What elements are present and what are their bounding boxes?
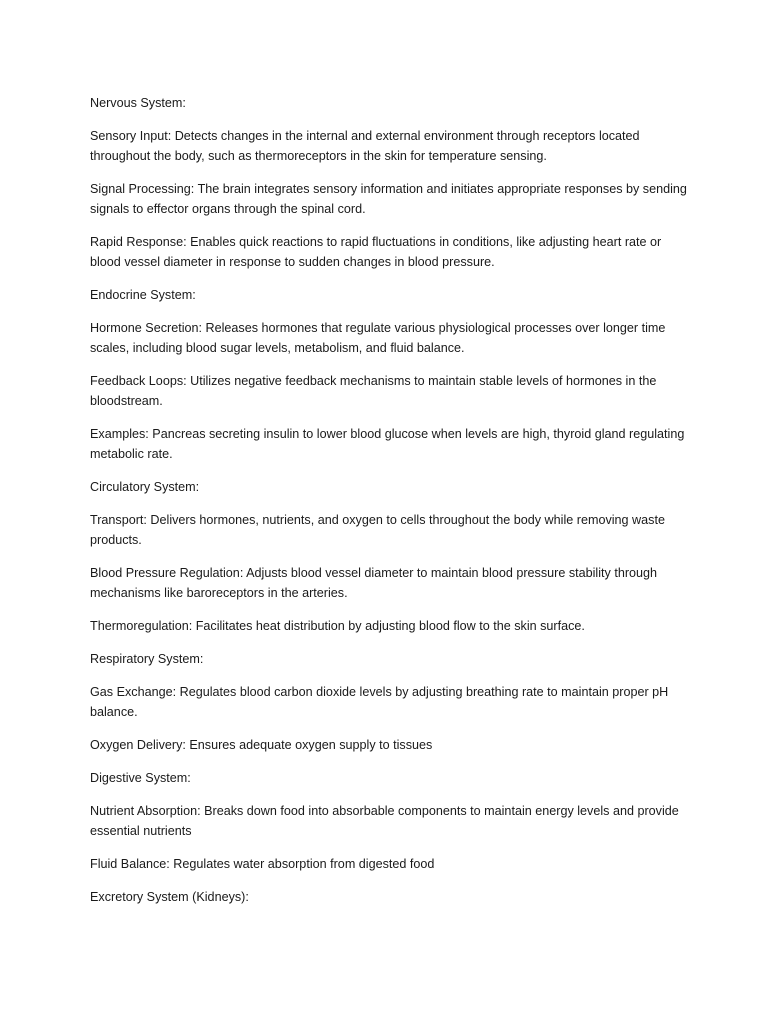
section-heading-respiratory-system: Respiratory System: [90,652,204,666]
paragraph-sensory-input: Sensory Input: Detects changes in the internal and external environment through receptors located throughout the body, such as thermoreceptors in the skin for temperature sensing. [90,129,640,163]
section-heading-endocrine-system: Endocrine System: [90,288,196,302]
paragraph-fluid-balance: Fluid Balance: Regulates water absorption from digested food [90,857,435,871]
section-heading-nervous-system: Nervous System: [90,96,186,110]
document-page [90,93,690,920]
section-heading-digestive-system: Digestive System: [90,771,191,785]
paragraph-gas-exchange: Gas Exchange: Regulates blood carbon dioxide levels by adjusting breathing rate to maintain proper pH balance. [90,685,669,719]
paragraph-transport: Transport: Delivers hormones, nutrients, and oxygen to cells throughout the body while removing waste products. [90,513,665,547]
paragraph-thermoregulation: Thermoregulation: Facilitates heat distribution by adjusting blood flow to the skin surface. [90,619,585,633]
paragraph-blood-pressure-regulation: Blood Pressure Regulation: Adjusts blood vessel diameter to maintain blood pressure stability through mechanisms like baroreceptors in the arteries. [90,566,658,600]
paragraph-examples: Examples: Pancreas secreting insulin to lower blood glucose when levels are high, thyroid gland regulating metabolic rate. [90,427,685,461]
section-heading-excretory-system: Excretory System (Kidneys): [90,890,249,904]
paragraph-rapid-response: Rapid Response: Enables quick reactions to rapid fluctuations in conditions, like adjusting heart rate or blood vessel diameter in response to sudden changes in blood pressure. [90,235,662,269]
paragraph-nutrient-absorption: Nutrient Absorption: Breaks down food into absorbable components to maintain energy levels and provide essential nutrients [90,804,679,838]
paragraph-signal-processing: Signal Processing: The brain integrates sensory information and initiates appropriate responses by sending signals to effector organs through the spinal cord. [90,182,687,216]
paragraph-hormone-secretion: Hormone Secretion: Releases hormones that regulate various physiological processes over longer time scales, including blood sugar levels, metabolism, and fluid balance. [90,321,666,355]
paragraph-feedback-loops: Feedback Loops: Utilizes negative feedback mechanisms to maintain stable levels of hormones in the bloodstream. [90,374,657,408]
section-heading-circulatory-system: Circulatory System: [90,480,200,494]
paragraph-oxygen-delivery: Oxygen Delivery: Ensures adequate oxygen supply to tissues [90,738,433,752]
